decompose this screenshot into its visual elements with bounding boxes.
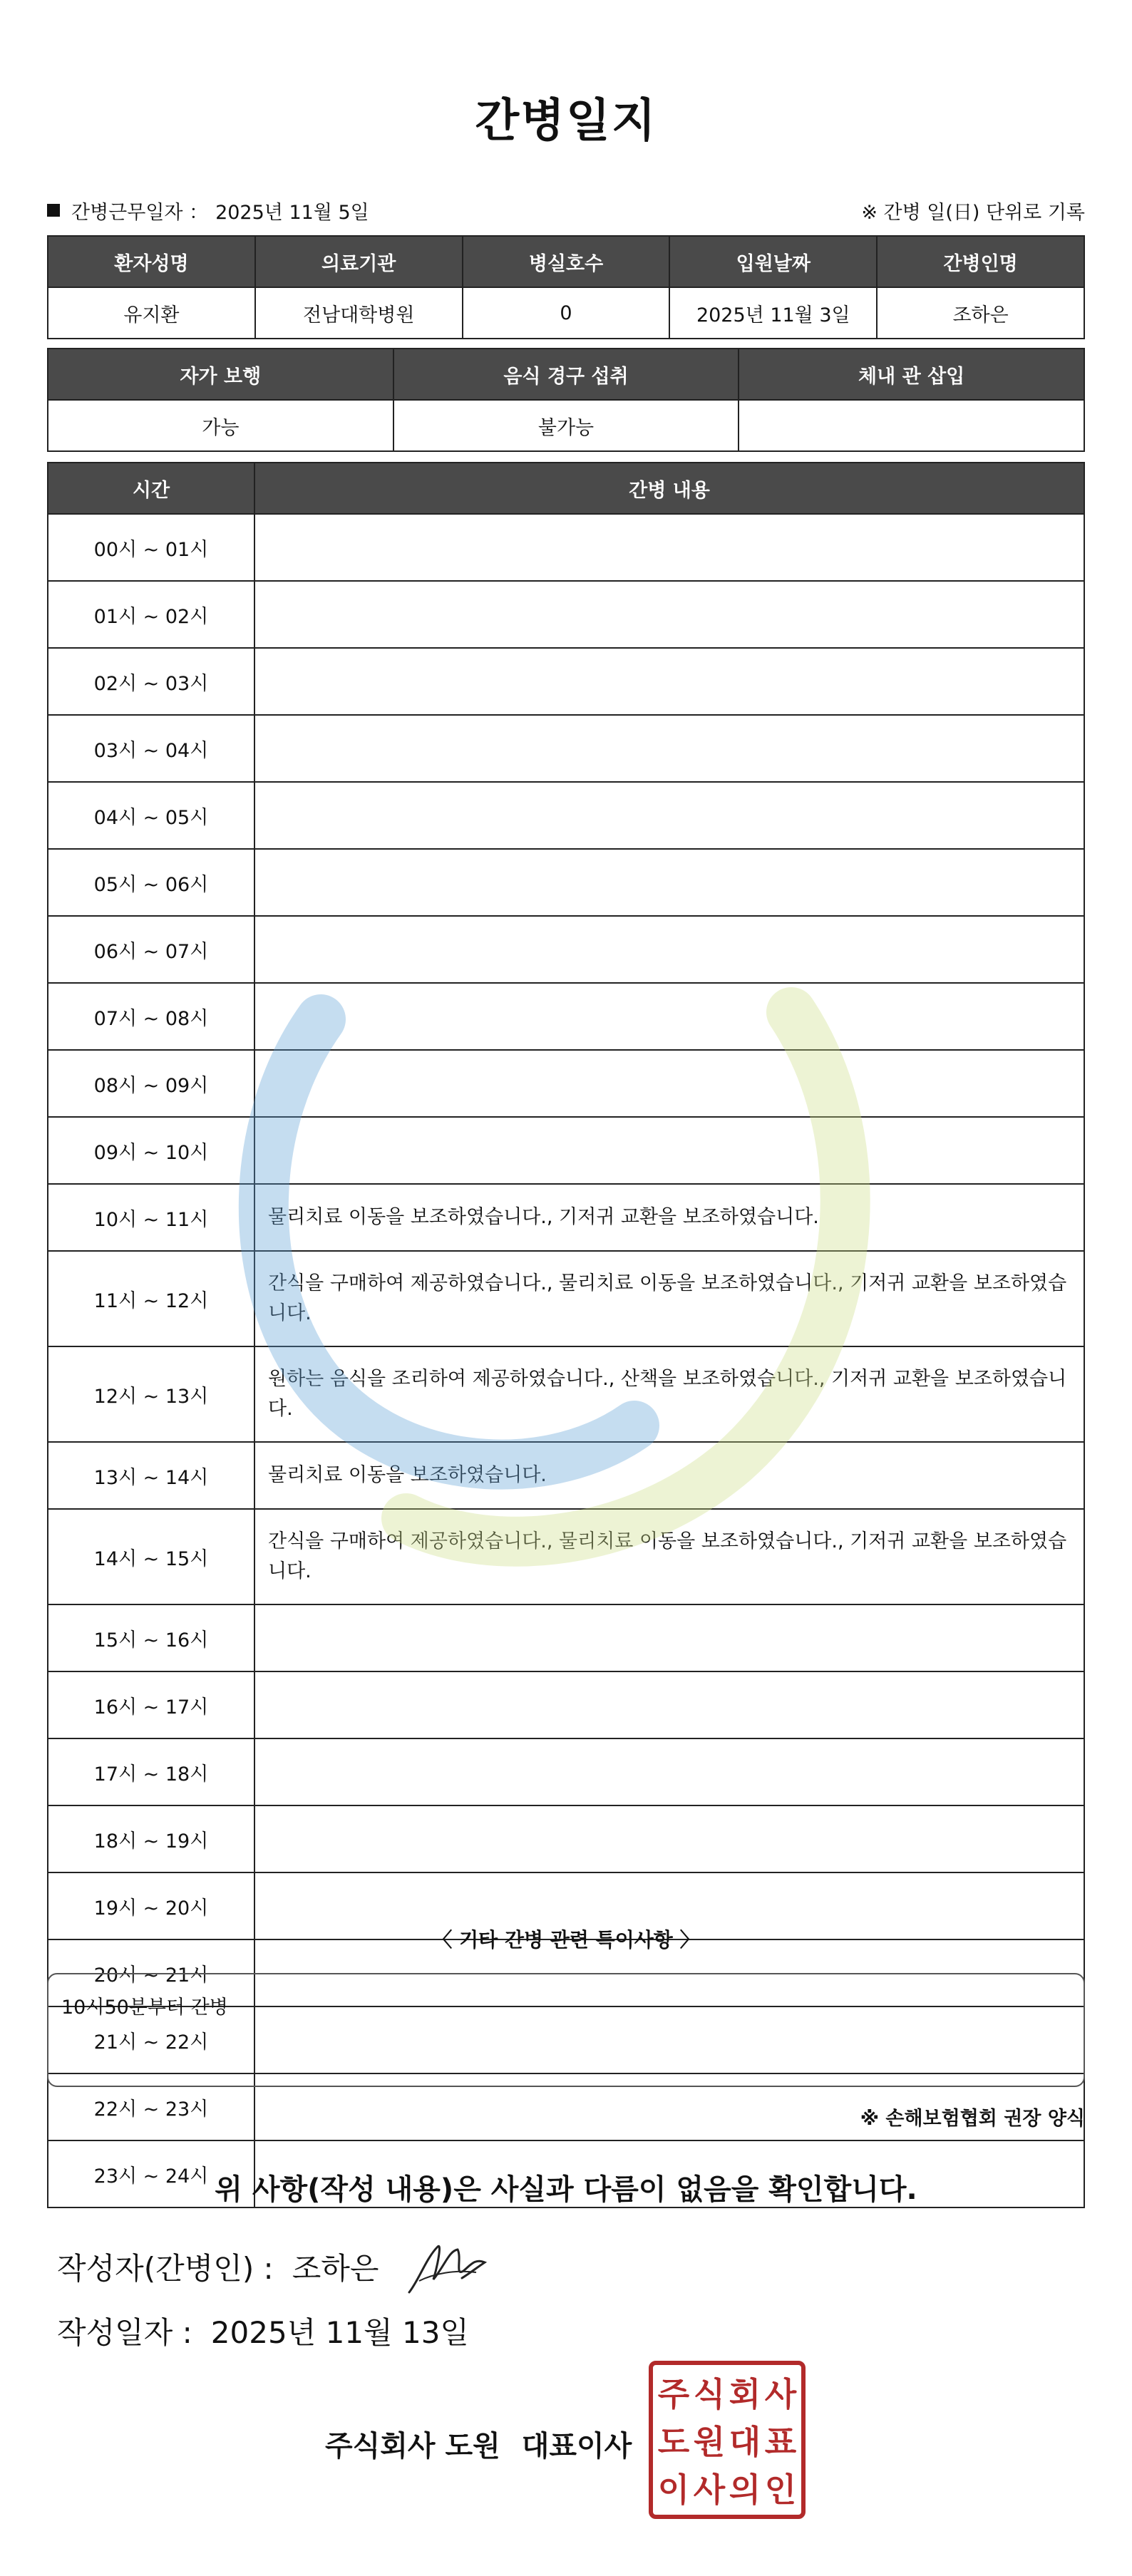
- row-content: [254, 514, 1084, 581]
- caregiver-name: 조하은: [877, 287, 1084, 339]
- row-time: 10시 ~ 11시: [48, 1184, 254, 1251]
- writer-name: 조하은: [292, 2251, 379, 2286]
- walking-value: 가능: [48, 400, 393, 451]
- table-row: [48, 1604, 1084, 1671]
- header-oral-intake: 음식 경구 섭취: [393, 349, 739, 400]
- company-name: 주식회사 도원: [325, 2430, 500, 2463]
- bullet-square-icon: [47, 204, 60, 217]
- row-time: 14시 ~ 15시: [48, 1509, 254, 1604]
- writer-line: [57, 2245, 379, 2288]
- seal-char: 인: [764, 2471, 797, 2510]
- table-row: [48, 983, 1084, 1050]
- seal-char: 이: [657, 2471, 690, 2510]
- patient-status-table: [47, 348, 1085, 452]
- oral-intake-value: 불가능: [393, 400, 739, 451]
- row-time: 08시 ~ 09시: [48, 1050, 254, 1117]
- table-row: [48, 916, 1084, 983]
- table-row: [48, 1509, 1084, 1604]
- seal-char: 도: [657, 2422, 690, 2461]
- table-row: [48, 715, 1084, 782]
- seal-char: 사: [764, 2374, 797, 2413]
- row-content: 간식을 구매하여 제공하였습니다., 물리치료 이동을 보조하였습니다., 기저귀 교환을 보조하였습니다.: [254, 1509, 1084, 1604]
- row-content: [254, 983, 1084, 1050]
- row-time: 13시 ~ 14시: [48, 1442, 254, 1509]
- row-content: [254, 1805, 1084, 1872]
- header-admission-date: 입원날짜: [669, 236, 877, 287]
- row-time: 02시 ~ 03시: [48, 648, 254, 715]
- row-content: [254, 581, 1084, 648]
- seal-char: 주: [657, 2374, 690, 2413]
- header-care-content: 간병 내용: [254, 463, 1084, 514]
- row-content: [254, 1050, 1084, 1117]
- row-content: [254, 849, 1084, 916]
- table-row: [48, 849, 1084, 916]
- signature-image: [405, 2237, 490, 2301]
- special-notes-title: 〈 기타 간병 관련 특이사항 〉: [432, 1928, 700, 1952]
- row-content: 간식을 구매하여 제공하였습니다., 물리치료 이동을 보조하였습니다., 기저귀 교환을 보조하였습니다.: [254, 1251, 1084, 1346]
- written-date-value: 2025년 11월 13일: [210, 2315, 469, 2350]
- table-row: [48, 1671, 1084, 1738]
- admission-date: 2025년 11월 3일: [669, 287, 877, 339]
- row-time: 01시 ~ 02시: [48, 581, 254, 648]
- row-time: 23시 ~ 24시: [48, 2140, 254, 2207]
- row-content: [254, 1738, 1084, 1805]
- row-content: [254, 1671, 1084, 1738]
- header-walking: 자가 보행: [48, 349, 393, 400]
- header-time: 시간: [48, 463, 254, 514]
- table-row: [48, 1442, 1084, 1509]
- company-title: 대표이사: [521, 2430, 632, 2463]
- row-time: 09시 ~ 10시: [48, 1117, 254, 1184]
- company-line: [325, 2423, 632, 2464]
- table-row: [48, 1050, 1084, 1117]
- seal-char: 대: [729, 2422, 761, 2461]
- table-row: [48, 1184, 1084, 1251]
- hospital: 전남대학병원: [255, 287, 463, 339]
- meta-row: [47, 194, 1085, 227]
- table-row: [48, 1805, 1084, 1872]
- row-time: 06시 ~ 07시: [48, 916, 254, 983]
- table-row: [48, 782, 1084, 849]
- seal-char: 의: [729, 2471, 761, 2510]
- row-time: 04시 ~ 05시: [48, 782, 254, 849]
- room-number: 0: [463, 287, 670, 339]
- row-time: 12시 ~ 13시: [48, 1346, 254, 1442]
- row-time: 22시 ~ 23시: [48, 2073, 254, 2140]
- work-date-value: 2025년 11월 5일: [215, 201, 369, 224]
- header-room: 병실호수: [463, 236, 670, 287]
- row-time: 15시 ~ 16시: [48, 1604, 254, 1671]
- row-time: 16시 ~ 17시: [48, 1671, 254, 1738]
- table-row: [48, 581, 1084, 648]
- form-source-note: ※ 손해보험협회 권장 양식: [860, 2108, 1085, 2130]
- written-date-label: 작성일자 :: [57, 2315, 192, 2350]
- table-row: [48, 1738, 1084, 1805]
- row-content: [254, 916, 1084, 983]
- table-row: [48, 648, 1084, 715]
- company-seal-stamp: [649, 2361, 806, 2519]
- document-title: 간병일지: [475, 95, 657, 148]
- record-unit-note: ※ 간병 일(日) 단위로 기록: [861, 201, 1085, 224]
- row-time: 20시 ~ 21시: [48, 1939, 254, 2006]
- row-content: 물리치료 이동을 보조하였습니다., 기저귀 교환을 보조하였습니다.: [254, 1184, 1084, 1251]
- row-content: [254, 1117, 1084, 1184]
- written-date-line: [57, 2309, 469, 2352]
- row-time: 05시 ~ 06시: [48, 849, 254, 916]
- row-time: 03시 ~ 04시: [48, 715, 254, 782]
- confirmation-statement: 위 사항(작성 내용)은 사실과 다름이 없음을 확인합니다.: [215, 2173, 917, 2206]
- table-row: [48, 1251, 1084, 1346]
- work-date-label: 간병근무일자 ：: [71, 201, 209, 224]
- table-row: [48, 514, 1084, 581]
- row-time: 00시 ~ 01시: [48, 514, 254, 581]
- seal-char: 회: [729, 2374, 761, 2413]
- special-notes-box: [47, 1973, 1085, 2087]
- row-content: 물리치료 이동을 보조하였습니다.: [254, 1442, 1084, 1509]
- table-row: [48, 1117, 1084, 1184]
- header-hospital: 의료기관: [255, 236, 463, 287]
- row-content: [254, 1604, 1084, 1671]
- header-caregiver: 간병인명: [877, 236, 1084, 287]
- patient-info-table: [47, 235, 1085, 339]
- special-notes-text: 10시50분부터 간병: [61, 1997, 228, 2019]
- seal-char: 식: [693, 2374, 726, 2413]
- row-content: [254, 648, 1084, 715]
- work-date: [47, 197, 369, 225]
- seal-char: 원: [693, 2422, 726, 2461]
- header-patient-name: 환자성명: [48, 236, 255, 287]
- row-time: 18시 ~ 19시: [48, 1805, 254, 1872]
- table-row: [48, 1346, 1084, 1442]
- header-tube: 체내 관 삽입: [739, 349, 1084, 400]
- row-content: 원하는 음식을 조리하여 제공하였습니다., 산책을 보조하였습니다., 기저귀 교환을 보조하였습니다.: [254, 1346, 1084, 1442]
- row-time: 19시 ~ 20시: [48, 1872, 254, 1939]
- seal-char: 사: [693, 2471, 726, 2510]
- row-time: 07시 ~ 08시: [48, 983, 254, 1050]
- seal-char: 표: [764, 2422, 797, 2461]
- row-content: [254, 782, 1084, 849]
- row-content: [254, 715, 1084, 782]
- writer-label: 작성자(간병인) :: [57, 2251, 274, 2286]
- patient-name: 유지환: [48, 287, 255, 339]
- row-time: 21시 ~ 22시: [48, 2006, 254, 2073]
- tube-value: [739, 400, 1084, 451]
- row-time: 17시 ~ 18시: [48, 1738, 254, 1805]
- row-time: 11시 ~ 12시: [48, 1251, 254, 1346]
